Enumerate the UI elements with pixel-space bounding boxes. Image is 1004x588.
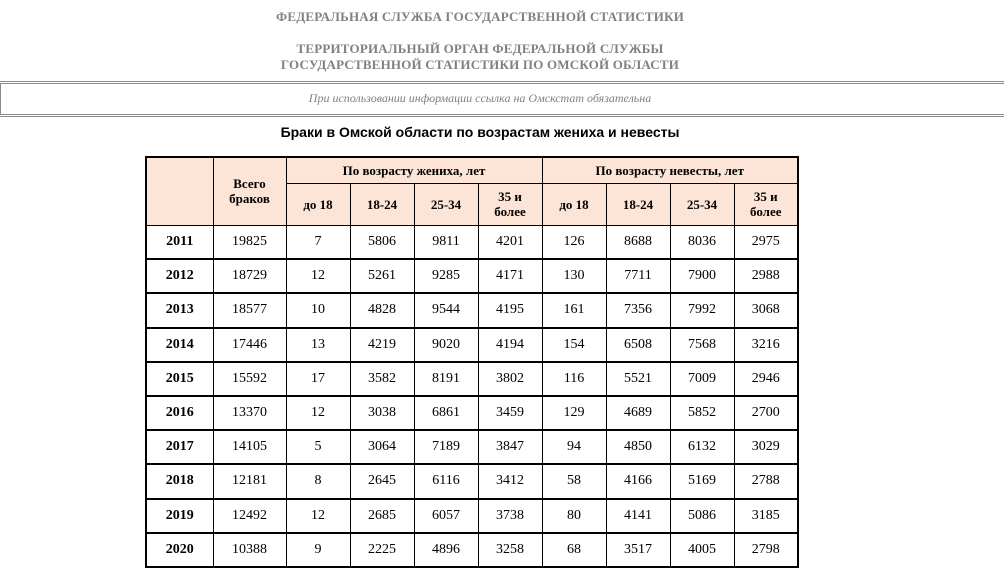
groom-age-col: до 18 bbox=[286, 183, 350, 225]
age-col-35-line1: 35 и bbox=[753, 189, 778, 204]
total-cell: 18729 bbox=[213, 259, 286, 293]
groom-value-cell: 4201 bbox=[478, 225, 542, 259]
bride-age-col: 18-24 bbox=[606, 183, 670, 225]
divider-bottom bbox=[0, 116, 1004, 117]
groom-value-cell: 4219 bbox=[350, 328, 414, 362]
groom-value-cell: 10 bbox=[286, 293, 350, 327]
groom-value-cell: 3064 bbox=[350, 430, 414, 464]
bride-value-cell: 5086 bbox=[670, 499, 734, 533]
year-cell: 2012 bbox=[146, 259, 213, 293]
bride-value-cell: 7009 bbox=[670, 362, 734, 396]
groom-value-cell: 2645 bbox=[350, 464, 414, 498]
bride-value-cell: 5852 bbox=[670, 396, 734, 430]
bride-value-cell: 126 bbox=[542, 225, 606, 259]
groom-value-cell: 9 bbox=[286, 533, 350, 567]
bride-value-cell: 4689 bbox=[606, 396, 670, 430]
groom-value-cell: 7 bbox=[286, 225, 350, 259]
groom-value-cell: 3038 bbox=[350, 396, 414, 430]
total-cell: 18577 bbox=[213, 293, 286, 327]
age-col-35-line2: более bbox=[494, 204, 526, 219]
total-cell: 19825 bbox=[213, 225, 286, 259]
bride-age-col: 25-34 bbox=[670, 183, 734, 225]
total-header-line2: браков bbox=[229, 191, 270, 207]
table-row bbox=[146, 328, 798, 362]
divider-top bbox=[0, 81, 1004, 82]
groom-value-cell: 13 bbox=[286, 328, 350, 362]
groom-value-cell: 7189 bbox=[414, 430, 478, 464]
groom-age-col: 18-24 bbox=[350, 183, 414, 225]
table-row bbox=[146, 396, 798, 430]
marriages-table bbox=[145, 156, 799, 568]
divider-bottom-inner bbox=[0, 114, 1004, 115]
year-cell: 2015 bbox=[146, 362, 213, 396]
bride-value-cell: 116 bbox=[542, 362, 606, 396]
bride-value-cell: 2946 bbox=[734, 362, 798, 396]
groom-value-cell: 8 bbox=[286, 464, 350, 498]
year-cell: 2014 bbox=[146, 328, 213, 362]
table-body bbox=[146, 225, 798, 567]
total-cell: 12181 bbox=[213, 464, 286, 498]
groom-value-cell: 4896 bbox=[414, 533, 478, 567]
bride-value-cell: 58 bbox=[542, 464, 606, 498]
groom-value-cell: 5261 bbox=[350, 259, 414, 293]
total-cell: 14105 bbox=[213, 430, 286, 464]
groom-value-cell: 9811 bbox=[414, 225, 478, 259]
office-title-line2: ГОСУДАРСТВЕННОЙ СТАТИСТИКИ ПО ОМСКОЙ ОБЛАСТИ bbox=[280, 57, 680, 72]
agency-title: ФЕДЕРАЛЬНАЯ СЛУЖБА ГОСУДАРСТВЕННОЙ СТАТИСТИКИ bbox=[275, 9, 685, 24]
bride-value-cell: 2988 bbox=[734, 259, 798, 293]
table-title: Браки в Омской области по возрастам жениха и невесты bbox=[280, 124, 680, 140]
bride-group-header: По возрасту невесты, лет bbox=[542, 157, 798, 183]
year-cell: 2020 bbox=[146, 533, 213, 567]
bride-value-cell: 161 bbox=[542, 293, 606, 327]
year-cell: 2013 bbox=[146, 293, 213, 327]
bride-value-cell: 4141 bbox=[606, 499, 670, 533]
groom-age-col: 25-34 bbox=[414, 183, 478, 225]
table-row bbox=[146, 293, 798, 327]
bride-value-cell: 68 bbox=[542, 533, 606, 567]
groom-value-cell: 3459 bbox=[478, 396, 542, 430]
table-row bbox=[146, 362, 798, 396]
year-cell: 2011 bbox=[146, 225, 213, 259]
bride-value-cell: 2700 bbox=[734, 396, 798, 430]
groom-value-cell: 6861 bbox=[414, 396, 478, 430]
bride-value-cell: 7900 bbox=[670, 259, 734, 293]
groom-value-cell: 4828 bbox=[350, 293, 414, 327]
groom-value-cell: 4171 bbox=[478, 259, 542, 293]
bride-value-cell: 129 bbox=[542, 396, 606, 430]
groom-value-cell: 2685 bbox=[350, 499, 414, 533]
bride-value-cell: 2788 bbox=[734, 464, 798, 498]
bride-value-cell: 8688 bbox=[606, 225, 670, 259]
groom-value-cell: 3738 bbox=[478, 499, 542, 533]
groom-value-cell: 12 bbox=[286, 499, 350, 533]
divider-top-inner bbox=[0, 83, 1004, 84]
bride-value-cell: 6508 bbox=[606, 328, 670, 362]
table-row bbox=[146, 499, 798, 533]
total-header bbox=[213, 157, 286, 225]
bride-value-cell: 5169 bbox=[670, 464, 734, 498]
year-cell: 2016 bbox=[146, 396, 213, 430]
bride-value-cell: 4005 bbox=[670, 533, 734, 567]
bride-value-cell: 154 bbox=[542, 328, 606, 362]
bride-value-cell: 130 bbox=[542, 259, 606, 293]
bride-value-cell: 5521 bbox=[606, 362, 670, 396]
groom-value-cell: 9544 bbox=[414, 293, 478, 327]
bride-value-cell: 3216 bbox=[734, 328, 798, 362]
groom-value-cell: 3258 bbox=[478, 533, 542, 567]
table-row bbox=[146, 430, 798, 464]
groom-age-col bbox=[478, 183, 542, 225]
groom-value-cell: 4195 bbox=[478, 293, 542, 327]
groom-value-cell: 8191 bbox=[414, 362, 478, 396]
bride-value-cell: 3068 bbox=[734, 293, 798, 327]
bride-value-cell: 4166 bbox=[606, 464, 670, 498]
groom-value-cell: 6057 bbox=[414, 499, 478, 533]
table-row bbox=[146, 464, 798, 498]
bride-value-cell: 3029 bbox=[734, 430, 798, 464]
bride-value-cell: 94 bbox=[542, 430, 606, 464]
age-col-35-line1: 35 и bbox=[498, 189, 522, 204]
total-cell: 13370 bbox=[213, 396, 286, 430]
bride-value-cell: 7992 bbox=[670, 293, 734, 327]
groom-group-header: По возрасту жениха, лет bbox=[286, 157, 542, 183]
bride-value-cell: 3517 bbox=[606, 533, 670, 567]
bride-value-cell: 6132 bbox=[670, 430, 734, 464]
table-row bbox=[146, 225, 798, 259]
bride-value-cell: 7356 bbox=[606, 293, 670, 327]
bride-value-cell: 2975 bbox=[734, 225, 798, 259]
bride-age-col: до 18 bbox=[542, 183, 606, 225]
citation-note: При использовании информации ссылка на Омскстат обязательна bbox=[308, 91, 652, 105]
groom-value-cell: 3412 bbox=[478, 464, 542, 498]
bride-value-cell: 80 bbox=[542, 499, 606, 533]
groom-value-cell: 2225 bbox=[350, 533, 414, 567]
groom-value-cell: 9285 bbox=[414, 259, 478, 293]
groom-value-cell: 5806 bbox=[350, 225, 414, 259]
office-title bbox=[0, 41, 960, 73]
bride-value-cell: 7568 bbox=[670, 328, 734, 362]
age-col-35-line2: более bbox=[750, 204, 782, 219]
bride-value-cell: 8036 bbox=[670, 225, 734, 259]
groom-value-cell: 12 bbox=[286, 396, 350, 430]
table-row bbox=[146, 533, 798, 567]
bride-value-cell: 4850 bbox=[606, 430, 670, 464]
total-header-line1: Всего bbox=[233, 176, 266, 192]
groom-value-cell: 3582 bbox=[350, 362, 414, 396]
total-cell: 10388 bbox=[213, 533, 286, 567]
groom-value-cell: 5 bbox=[286, 430, 350, 464]
year-cell: 2017 bbox=[146, 430, 213, 464]
bride-value-cell: 3185 bbox=[734, 499, 798, 533]
groom-value-cell: 4194 bbox=[478, 328, 542, 362]
total-cell: 17446 bbox=[213, 328, 286, 362]
table-row bbox=[146, 259, 798, 293]
groom-value-cell: 9020 bbox=[414, 328, 478, 362]
groom-value-cell: 6116 bbox=[414, 464, 478, 498]
groom-value-cell: 3847 bbox=[478, 430, 542, 464]
total-cell: 12492 bbox=[213, 499, 286, 533]
groom-value-cell: 12 bbox=[286, 259, 350, 293]
bride-age-col bbox=[734, 183, 798, 225]
bride-value-cell: 2798 bbox=[734, 533, 798, 567]
year-header bbox=[146, 157, 213, 225]
total-cell: 15592 bbox=[213, 362, 286, 396]
year-cell: 2018 bbox=[146, 464, 213, 498]
groom-value-cell: 17 bbox=[286, 362, 350, 396]
groom-value-cell: 3802 bbox=[478, 362, 542, 396]
office-title-line1: ТЕРРИТОРИАЛЬНЫЙ ОРГАН ФЕДЕРАЛЬНОЙ СЛУЖБЫ bbox=[296, 41, 664, 56]
bride-value-cell: 7711 bbox=[606, 259, 670, 293]
year-cell: 2019 bbox=[146, 499, 213, 533]
